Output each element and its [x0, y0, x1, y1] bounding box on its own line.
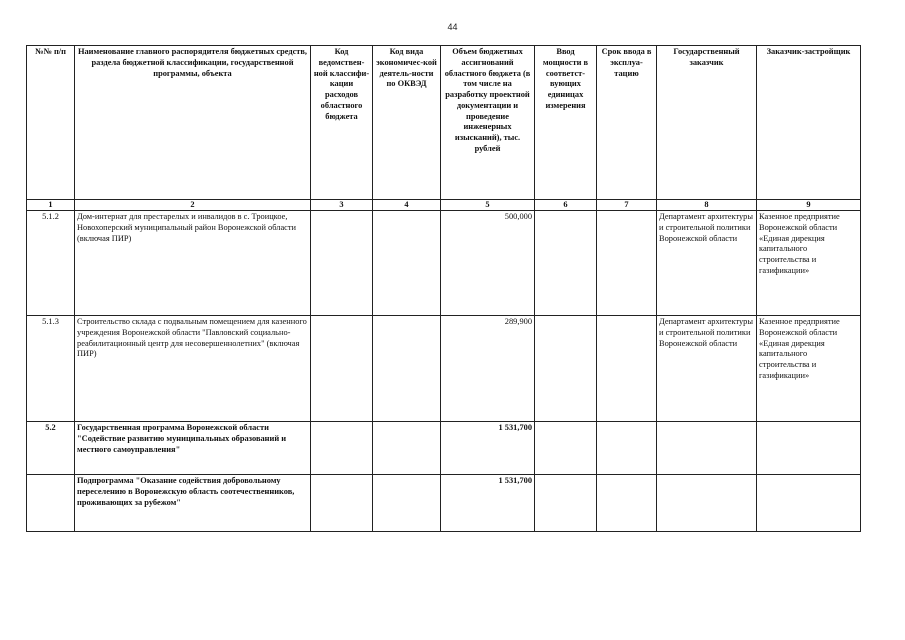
header-commission-date: Срок ввода в эксплуа-тацию [597, 46, 657, 200]
row-commission-date [597, 316, 657, 422]
column-number: 8 [657, 200, 757, 211]
row-number: 5.2 [27, 422, 75, 475]
row-name: Строительство склада с подвальным помещением для казенного учреждения Воронежской области "Павловский социально-реабилитационный центр для несовершеннолетних" (включая ПИР) [75, 316, 311, 422]
row-number: 5.1.3 [27, 316, 75, 422]
column-number: 4 [373, 200, 441, 211]
row-amount: 289,900 [441, 316, 535, 422]
header-budget-amount: Объем бюджетных ассигнований областного бюджета (в том числе на разработку проектной документации и проведение инженерных изысканий), тыс. рублей [441, 46, 535, 200]
header-num: №№ п/п [27, 46, 75, 200]
column-number: 1 [27, 200, 75, 211]
header-developer: Заказчик-застройщик [757, 46, 861, 200]
row-name: Подпрограмма "Оказание содействия добровольному переселению в Воронежскую область соотечественников, проживающих за рубежом" [75, 475, 311, 532]
row-name: Дом-интернат для престарелых и инвалидов в с. Троицкое, Новохоперский муниципальный район Воронежской области (включая ПИР) [75, 211, 311, 316]
table-row [27, 475, 861, 532]
column-number: 7 [597, 200, 657, 211]
row-commission-date [597, 422, 657, 475]
objects-table [26, 45, 861, 532]
table-row [27, 422, 861, 475]
row-dept-code [311, 422, 373, 475]
row-developer [757, 475, 861, 532]
row-developer: Казенное предприятие Воронежской области «Единая дирекция капитального строительства и газификации» [757, 211, 861, 316]
row-okved-code [373, 475, 441, 532]
row-capacity [535, 422, 597, 475]
row-capacity [535, 475, 597, 532]
header-state-customer: Государственный заказчик [657, 46, 757, 200]
row-dept-code [311, 475, 373, 532]
row-okved-code [373, 211, 441, 316]
row-name: Государственная программа Воронежской области "Содействие развитию муниципальных образований и местного самоуправления" [75, 422, 311, 475]
header-capacity: Ввод мощности в соответст-вующих единицах измерения [535, 46, 597, 200]
column-number: 5 [441, 200, 535, 211]
header-name: Наименование главного распорядителя бюджетных средств, раздела бюджетной классификации, государственной программы, объекта [75, 46, 311, 200]
page-number: 44 [447, 22, 458, 32]
row-state-customer [657, 475, 757, 532]
row-state-customer: Департамент архитектуры и строительной политики Воронежской области [657, 316, 757, 422]
row-amount: 1 531,700 [441, 475, 535, 532]
header-dept-code: Код ведомствен-ной классифи-кации расходов областного бюджета [311, 46, 373, 200]
row-state-customer [657, 422, 757, 475]
header-row [27, 46, 861, 200]
table-row [27, 316, 861, 422]
column-number-row [27, 200, 861, 211]
row-dept-code [311, 316, 373, 422]
row-capacity [535, 211, 597, 316]
row-number [27, 475, 75, 532]
column-number: 2 [75, 200, 311, 211]
row-commission-date [597, 211, 657, 316]
row-okved-code [373, 316, 441, 422]
row-okved-code [373, 422, 441, 475]
column-number: 6 [535, 200, 597, 211]
column-number: 9 [757, 200, 861, 211]
row-amount: 1 531,700 [441, 422, 535, 475]
row-developer [757, 422, 861, 475]
row-number: 5.1.2 [27, 211, 75, 316]
table-row [27, 211, 861, 316]
row-dept-code [311, 211, 373, 316]
header-okved-code: Код вида экономичес-кой деятель-ности по ОКВЭД [373, 46, 441, 200]
row-capacity [535, 316, 597, 422]
row-developer: Казенное предприятие Воронежской области «Единая дирекция капитального строительства и газификации» [757, 316, 861, 422]
row-commission-date [597, 475, 657, 532]
column-number: 3 [311, 200, 373, 211]
row-amount: 500,000 [441, 211, 535, 316]
row-state-customer: Департамент архитектуры и строительной политики Воронежской области [657, 211, 757, 316]
